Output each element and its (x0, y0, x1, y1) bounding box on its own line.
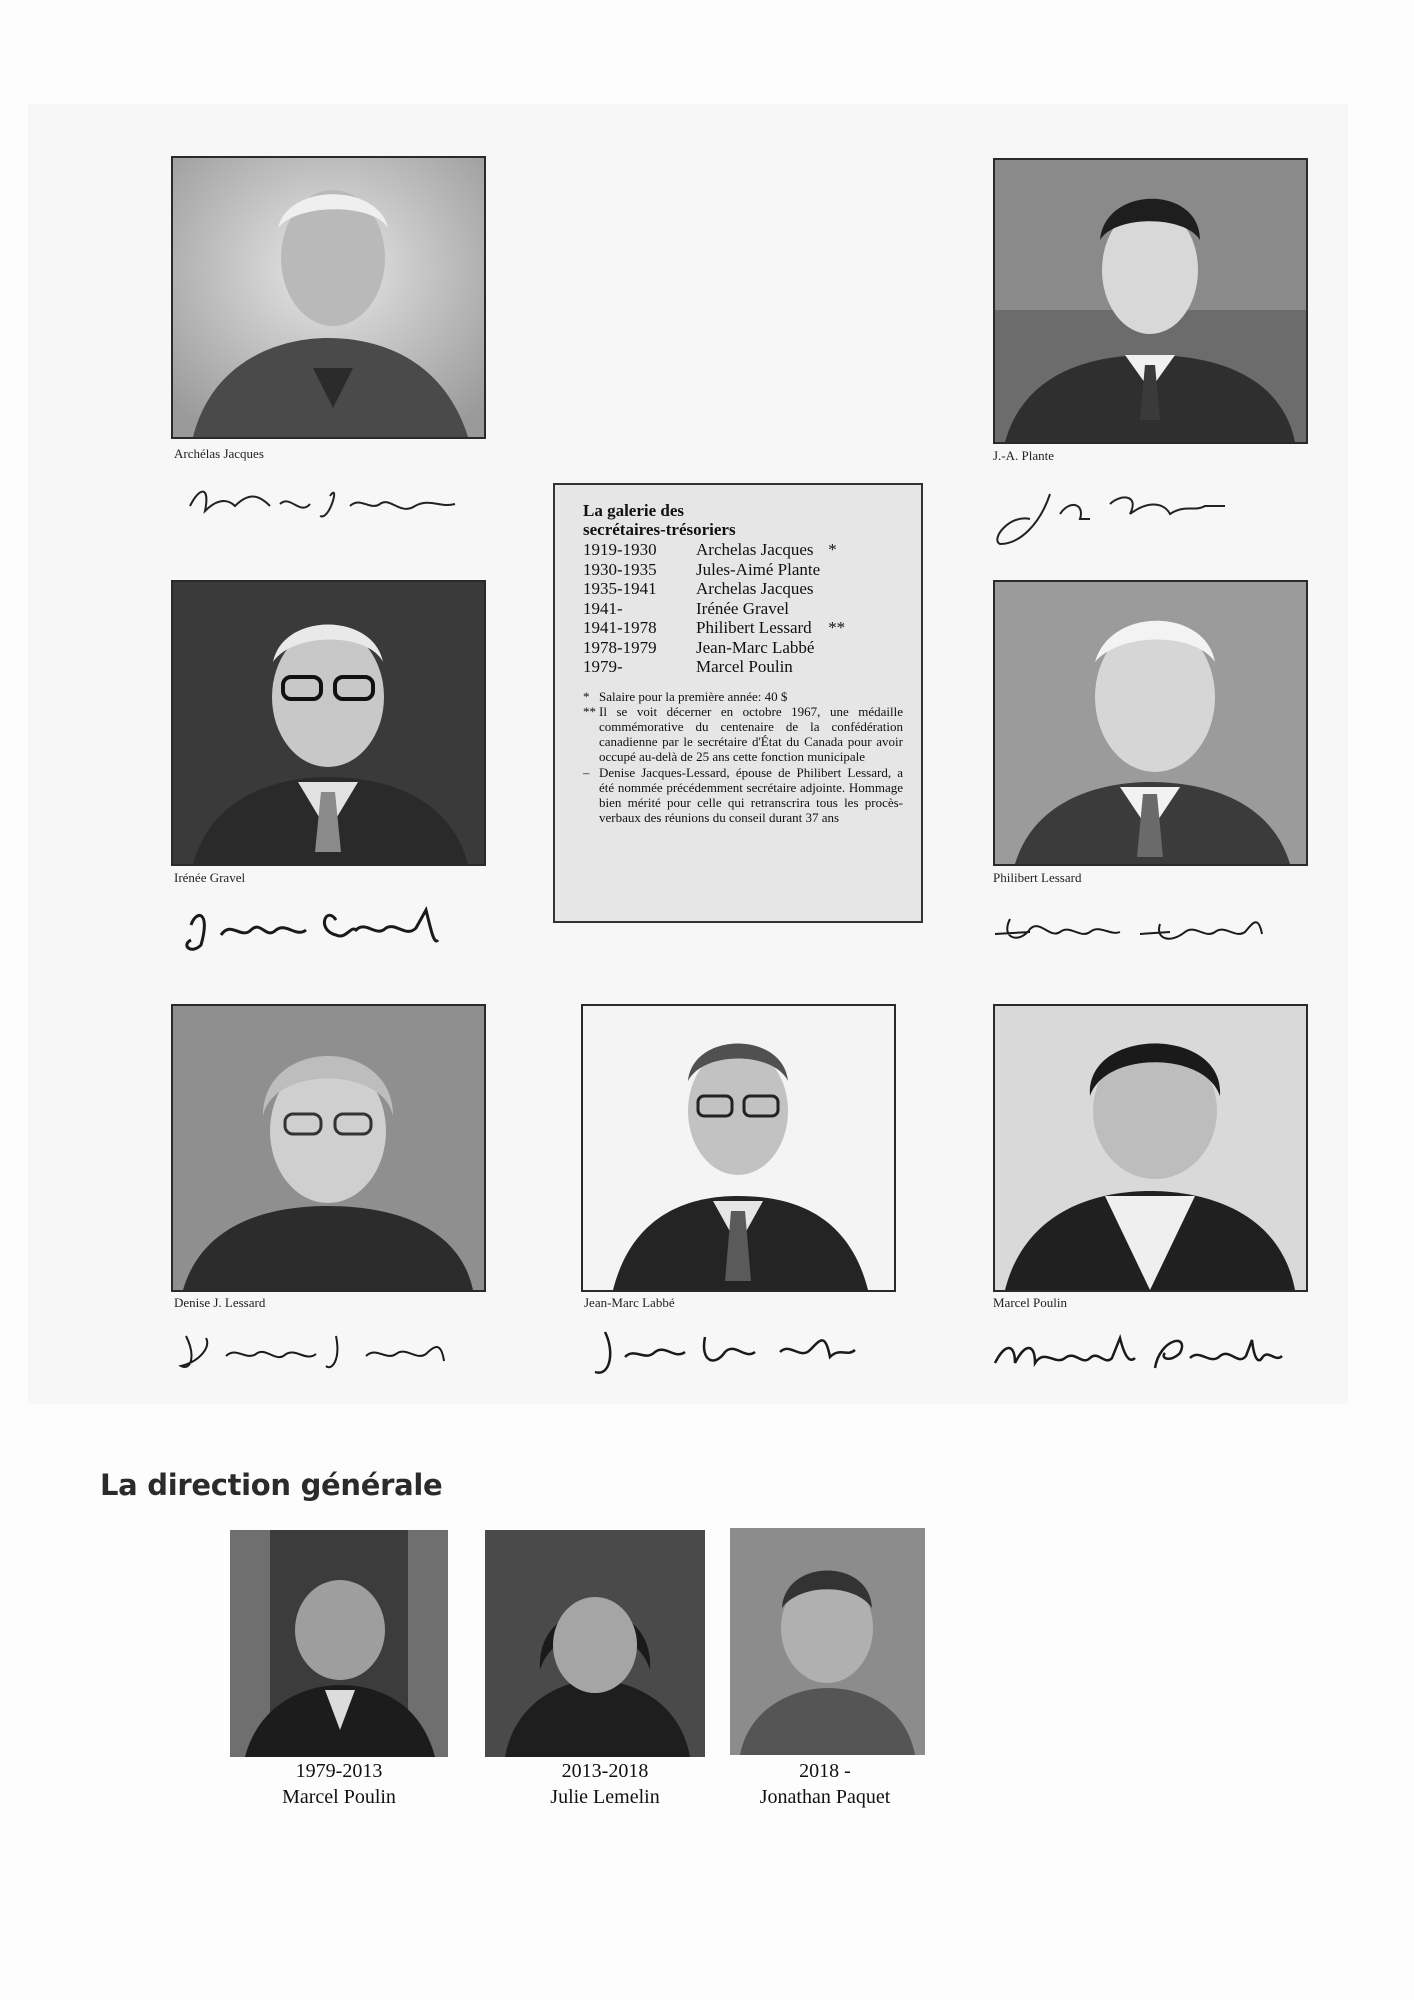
note-item (583, 704, 903, 765)
tenure-name: Jules-Aimé Plante (696, 559, 821, 579)
signature-marcel-poulin (990, 1328, 1290, 1378)
tenure-row (583, 540, 845, 560)
tenure-name: Marcel Poulin (696, 657, 793, 676)
director-name: Julie Lemelin (550, 1786, 660, 1808)
tenure-row (583, 657, 845, 677)
tenure-row (583, 560, 845, 580)
director-name: Marcel Poulin (282, 1786, 396, 1808)
tenure-mark (820, 560, 845, 580)
note-text: Il se voit décerner en octobre 1967, une médaille commémorative du centenaire de la confédération canadienne par le secrétaire d'État du Canada pour avoir occupé au-delà de 25 ans cette fonction municipale (599, 703, 903, 765)
signature-archelas-jacques (180, 476, 480, 526)
box-title-line2: secrétaires-trésoriers (583, 520, 736, 539)
tenure-years: 1930-1935 (583, 559, 657, 579)
director-photo-julie-lemelin (485, 1530, 705, 1757)
director-photo-jonathan-paquet (730, 1528, 925, 1755)
portrait-caption: Irénée Gravel (174, 870, 246, 885)
tenure-row (583, 579, 845, 599)
tenure-mark (820, 638, 845, 658)
tenure-table (583, 540, 845, 677)
note-text: Denise Jacques-Lessard, épouse de Philibert Lessard, a été nommée précédemment secrétaire adjointe. Hommage bien mérité pour celle qui retranscrira tous les procès-verbaux des réunions du conseil durant 37 ans (599, 764, 903, 826)
note-symbol: – (583, 764, 590, 780)
signature-jean-marc-labbe (585, 1322, 885, 1382)
director-caption-2 (495, 1758, 715, 1810)
section-title-direction-generale: La direction générale (100, 1468, 443, 1502)
notes-list (583, 689, 903, 826)
note-symbol: ** (583, 703, 596, 719)
tenure-years: 1935-1941 (583, 579, 657, 598)
signature-ja-plante (990, 484, 1250, 554)
portrait-caption: Marcel Poulin (993, 1295, 1068, 1310)
tenure-row (583, 638, 845, 658)
signature-irenee-gravel (176, 900, 476, 960)
portrait-caption: Jean-Marc Labbé (584, 1295, 675, 1310)
note-text: Salaire pour la première année: 40 $ (599, 688, 788, 704)
note-symbol: * (583, 688, 590, 704)
tenure-years: 1941- (583, 598, 623, 618)
tenure-name: Philibert Lessard (696, 618, 812, 637)
tenure-mark (820, 579, 845, 599)
tenure-name: Irénée Gravel (696, 598, 789, 618)
portrait-caption: Archélas Jacques (174, 446, 264, 461)
box-title-line1: La galerie des (583, 501, 685, 520)
director-name: Jonathan Paquet (759, 1786, 891, 1808)
director-caption-3 (715, 1758, 935, 1810)
portrait-caption: J.-A. Plante (993, 448, 1055, 463)
director-years: 1979-2013 (295, 1760, 383, 1782)
portrait-caption: Denise J. Lessard (174, 1295, 266, 1310)
tenure-row (583, 599, 845, 619)
portrait-photo-denise-j-lessard (171, 1004, 486, 1292)
portrait-photo-philibert-lessard (993, 580, 1308, 866)
tenure-mark: * (828, 540, 837, 559)
director-photo-marcel-poulin (230, 1530, 448, 1757)
tenure-mark (820, 657, 845, 677)
portrait-photo-irenee-gravel (171, 580, 486, 866)
tenure-row (583, 618, 845, 638)
tenure-name: Archelas Jacques (696, 579, 814, 598)
tenure-years: 1978-1979 (583, 637, 657, 657)
tenure-years: 1919-1930 (583, 540, 657, 559)
tenure-name: Archelas Jacques (696, 540, 814, 559)
tenure-mark: ** (828, 618, 846, 637)
note-item (583, 765, 903, 826)
director-years: 2013-2018 (561, 1760, 649, 1782)
secretaries-treasurers-box (553, 483, 923, 923)
portrait-photo-marcel-poulin (993, 1004, 1308, 1292)
tenure-mark (820, 599, 845, 619)
signature-denise-j-lessard (176, 1326, 476, 1376)
director-years: 2018 - (799, 1760, 851, 1782)
director-caption-1 (230, 1758, 448, 1810)
tenure-years: 1979- (583, 657, 623, 676)
note-item (583, 689, 903, 704)
signature-philibert-lessard (990, 904, 1290, 954)
tenure-years: 1941-1978 (583, 618, 657, 637)
tenure-name: Jean-Marc Labbé (696, 637, 815, 657)
portrait-photo-jean-marc-labbe (581, 1004, 896, 1292)
portrait-caption: Philibert Lessard (993, 870, 1082, 885)
portrait-photo-ja-plante (993, 158, 1308, 444)
portrait-photo-archelas-jacques (171, 156, 486, 439)
